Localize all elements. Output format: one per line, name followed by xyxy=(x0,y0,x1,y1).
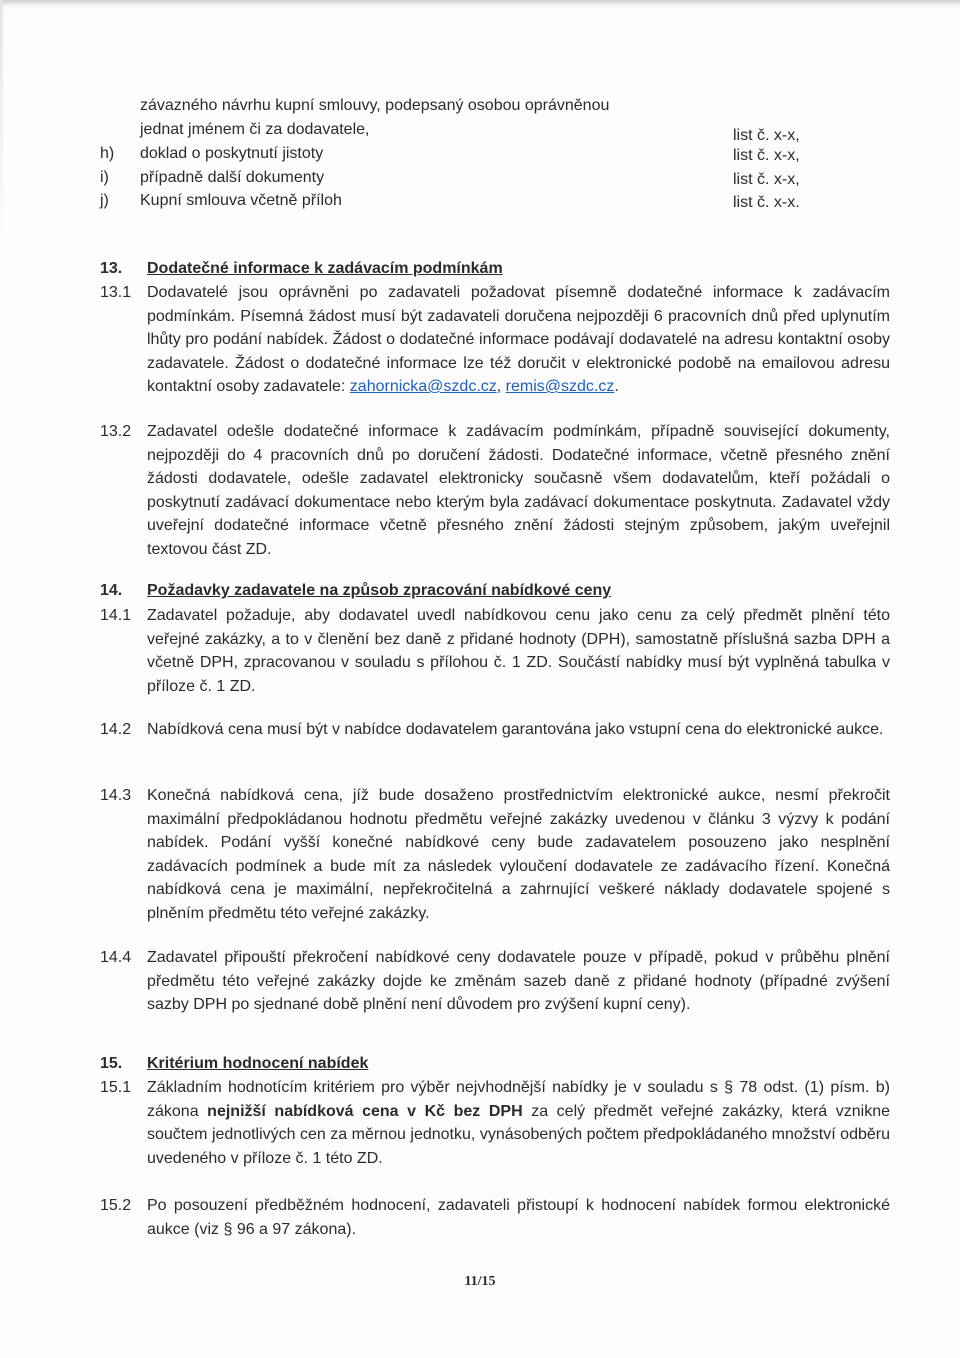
paragraph-text: Zadavatel požaduje, aby dodavatel uvedl nabídkovou cenu jako cenu za celý předmět plnění této veřejné zakázky, a to v členění bez daně z přidané hodnoty (DPH), samostatně příslušná sazba DPH a včetně DPH, zpracovanou v souladu s přílohou č. 1 ZD. Součástí nabídky musí být vyplněná tabulka v příloze č. 1 ZD. xyxy=(147,607,890,695)
paragraph-number: 14.3 xyxy=(100,787,132,804)
section-number: 13. xyxy=(100,260,123,277)
list-item xyxy=(100,142,820,166)
section-title: Požadavky zadavatele na způsob zpracování nabídkové ceny xyxy=(147,582,612,599)
paragraph-text: Nabídková cena musí být v nabídce dodavatelem garantována jako vstupní cena do elektronické aukce. xyxy=(147,721,884,738)
list-item-label: i) xyxy=(100,169,109,186)
paragraph-number: 14.2 xyxy=(100,721,132,738)
section-title: Dodatečné informace k zadávacím podmínkám xyxy=(147,260,503,277)
paragraph-text: Konečná nabídková cena, jíž bude dosaženo prostřednictvím elektronické aukce, nesmí překročit maximální předpokládanou hodnotu předmětu veřejné zakázky uvedenou v článku 3 výzvy k podání nabídek. Podání vyšší konečné nabídkové ceny bude zadavatelem posouzeno jako nesplnění zadávacích podmínek a bude mít za následek vyloučení dodavatele ze zadávacího řízení. Konečná nabídková cena je maximální, nepřekročitelná a zahrnující veškeré náklady dodavatele spojené s plněním předmětu této veřejné zakázky. xyxy=(147,787,890,922)
list-item xyxy=(100,189,820,213)
list-continuation-line-2 xyxy=(100,118,820,142)
paragraph-number: 13.2 xyxy=(100,423,132,440)
list-continuation-text: jednat jménem či za dodavatele, xyxy=(140,121,370,138)
paragraph-number: 15.1 xyxy=(100,1079,132,1096)
paragraph-text: Po posouzení předběžném hodnocení, zadavateli přistoupí k hodnocení nabídek formou elektronické aukce (viz § 96 a 97 zákona). xyxy=(147,1197,890,1238)
paragraph-number: 14.1 xyxy=(100,607,132,624)
section-number: 15. xyxy=(100,1055,123,1072)
list-item-text: doklad o poskytnutí jistoty xyxy=(140,145,324,162)
paragraph-body: Základním hodnotícím kritériem pro výběr nejvhodnější nabídky je v souladu s § 78 odst. (1) písm. b) zákona xyxy=(147,1079,890,1120)
paragraph-body: Dodavatelé jsou oprávněni po zadavateli požadovat písemně dodatečné informace k zadávacím podmínkám. Písemná žádost musí být zadavateli doručena nejpozději 6 pracovních dnů před uplynutím lhůty pro podání nabídek. Žádost o dodatečné informace podávají dodavatelé na adresu kontaktní osoby zadavatele. Žádost o dodatečné informace lze též doručit v elektronické podobě na emailovou adresu kontaktní osoby zadavatele: xyxy=(147,284,890,395)
paragraph-text: Zadavatel připouští překročení nabídkové ceny dodavatele pouze v případě, pokud v průběhu plnění předmětu této veřejné zakázky dojde ke změnám sazeb daně z přidané hodnoty (případné zvýšení sazby DPH po sjednané době plnění není důvodem pro zvýšení kupní ceny). xyxy=(147,949,890,1013)
paragraph-number: 15.2 xyxy=(100,1197,132,1214)
list-item-text: Kupní smlouva včetně příloh xyxy=(140,192,342,209)
paragraph-number: 13.1 xyxy=(100,284,132,301)
paragraph-text xyxy=(147,281,890,399)
list-ref: list č. x-x, xyxy=(733,127,800,144)
list-continuation-line-1 xyxy=(100,94,820,118)
list-continuation-text: závazného návrhu kupní smlouvy, podepsaný osobou oprávněnou xyxy=(140,97,610,114)
list-ref: list č. x-x. xyxy=(733,194,800,211)
list-item-label: j) xyxy=(100,192,109,209)
section-title: Kritérium hodnocení nabídek xyxy=(147,1055,369,1072)
paragraph-text: Zadavatel odešle dodatečné informace k zadávacím podmínkám, případně související dokumenty, nejpozději do 4 pracovních dnů po doručení žádosti. Dodatečné informace, včetně přesného znění žádosti dodavatele, odešle zadavatel elektronicky současně všem dodavatelům, kteří požádali o poskytnutí zadávací dokumentace nebo kterým byla zadávací dokumentace poskytnuta. Zadavatel vždy uveřejní dodatečné informace včetně přesného znění žádosti stejným způsobem, jakým uveřejnil textovou část ZD. xyxy=(147,423,890,558)
page-number: 11/15 xyxy=(464,1274,496,1289)
paragraph-number: 14.4 xyxy=(100,949,132,966)
criterion-emphasis: nejnižší nabídková cena v Kč bez DPH xyxy=(207,1102,523,1120)
list-item-text: případně další dokumenty xyxy=(140,169,325,186)
email-link-remis[interactable]: remis@szdc.cz xyxy=(505,378,615,395)
paragraph-text xyxy=(147,1076,890,1170)
list-ref: list č. x-x, xyxy=(733,147,800,164)
list-item-label: h) xyxy=(100,145,115,162)
scan-left-shadow xyxy=(0,0,3,260)
section-number: 14. xyxy=(100,582,123,599)
list-item xyxy=(100,166,820,190)
list-ref: list č. x-x, xyxy=(733,171,800,188)
paragraph-end: . xyxy=(614,378,619,395)
scan-top-edge xyxy=(0,0,960,6)
paragraph-body-continued: za celý předmět veřejné zakázky, která vznikne součtem jednotlivých cen za měrnou jednotku, vynásobených počtem předpokládaného množství odběru uvedeného v příloze č. 1 této ZD. xyxy=(147,1102,891,1167)
email-separator: , xyxy=(496,378,506,395)
email-link-zahornicka[interactable]: zahornicka@szdc.cz xyxy=(349,378,497,395)
